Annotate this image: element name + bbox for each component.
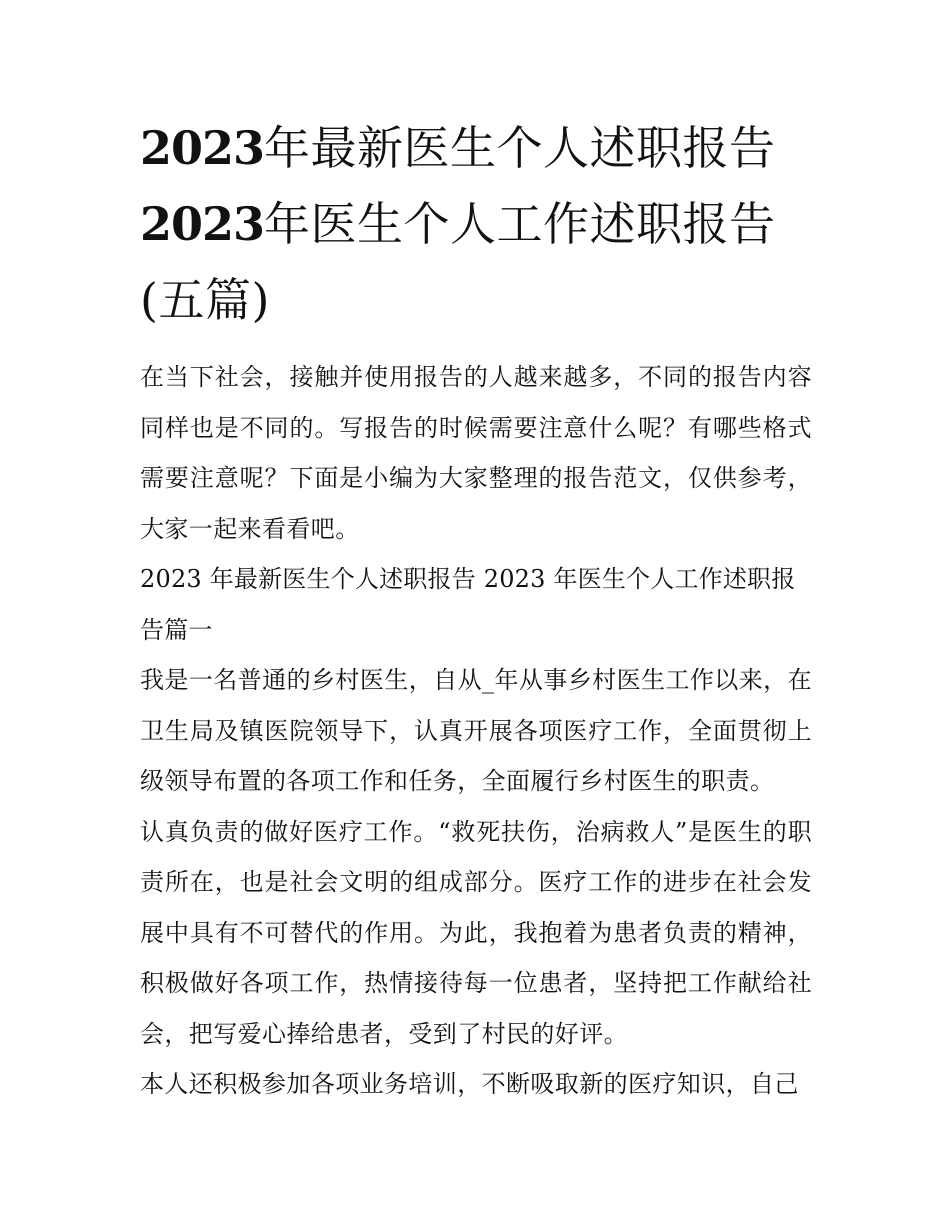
document-page (140, 110, 812, 1110)
document-title (140, 110, 812, 338)
title-text-3: (五篇) (140, 273, 270, 327)
body-paragraph-2: 认真负责的做好医疗工作。“救死扶伤，治病救人”是医生的职责所在，也是社会文明的组成部分。医疗工作的进步在社会发展中具有不可替代的作用。为此，我抱着为患者负责的精神，积极做好各项工作，热情接待每一位患者，坚持把工作献给社会，把写爱心捧给患者，受到了村民的好评。 (140, 817, 812, 1048)
title-text-2: 年医生个人工作述职报告 (264, 197, 776, 251)
body-paragraph-1: 我是一名普通的乡村医生，自从_年从事乡村医生工作以来，在卫生局及镇医院领导下，认真开展各项医疗工作，全面贯彻上级领导布置的各项工作和任务，全面履行乡村医生的职责。 (140, 666, 812, 795)
title-text-1: 年最新医生个人述职报告 (264, 121, 776, 175)
intro-paragraph: 在当下社会，接触并使用报告的人越来越多，不同的报告内容同样也是不同的。写报告的时候需要注意什么呢？有哪些格式需要注意呢？下面是小编为大家整理的报告范文，仅供参考，大家一起来看看吧。 (140, 363, 812, 543)
title-year-1: 2023 (140, 121, 265, 175)
title-year-2: 2023 (140, 197, 265, 251)
body-paragraph-3: 本人还积极参加各项业务培训，不断吸取新的医疗知识，自己 (140, 1070, 799, 1098)
section-heading: 2023 年最新医生个人述职报告 2023 年医生个人工作述职报告篇一 (140, 565, 796, 644)
